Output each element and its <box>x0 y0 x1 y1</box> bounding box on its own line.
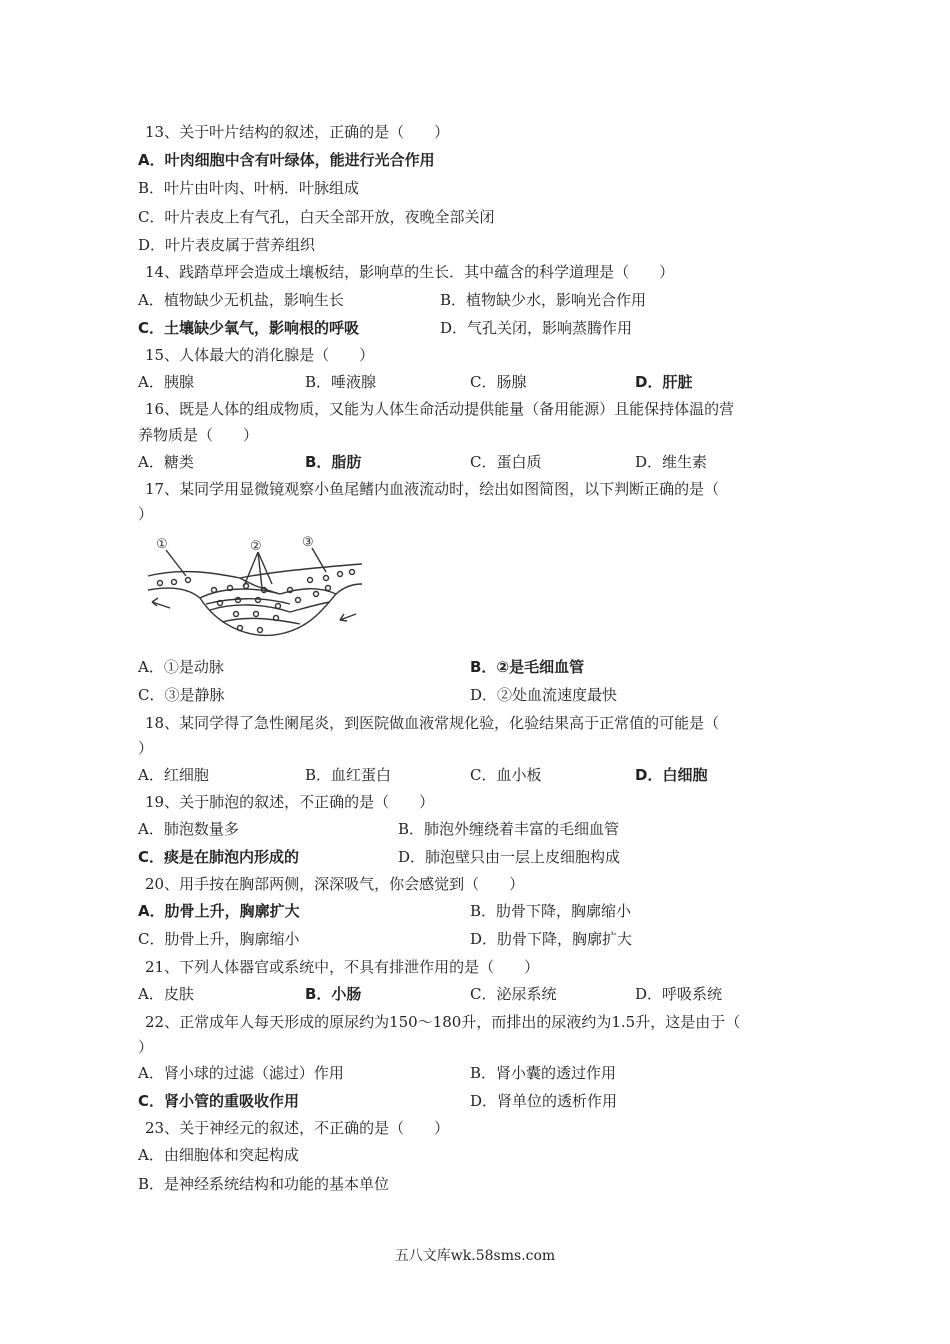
q17-option-c: C．③是静脉 <box>138 686 225 704</box>
q22-option-c: C．肾小管的重吸收作用 <box>138 1092 300 1110</box>
q21-option-a: A．皮肤 <box>138 985 194 1003</box>
page-footer: 五八文库wk.58sms.com <box>394 1248 556 1264</box>
q15-stem: 15、人体最大的消化腺是（ ） <box>145 346 375 364</box>
q13-stem: 13、关于叶片结构的叙述，正确的是（ ） <box>145 123 450 141</box>
q14-option-a: A．植物缺少无机盐，影响生长 <box>138 291 344 309</box>
q20-option-c: C．肋骨上升，胸廓缩小 <box>138 930 300 948</box>
q18-option-a: A．红细胞 <box>138 766 209 784</box>
q16-stem-line1: 16、既是人体的组成物质，又能为人体生命活动提供能量（备用能源）且能保持体温的营 <box>145 400 735 418</box>
q23-option-a: A．由细胞体和突起构成 <box>138 1146 299 1164</box>
q14-option-d: D．气孔关闭，影响蒸腾作用 <box>440 319 633 337</box>
q22-stem-line2: ） <box>138 1038 154 1056</box>
q18-stem-line1: 18、某同学得了急性阑尾炎，到医院做血液常规化验，化验结果高于正常值的可能是（ <box>145 714 720 732</box>
q15-option-d: D．肝脏 <box>635 373 693 391</box>
q21-option-d: D．呼吸系统 <box>635 985 723 1003</box>
q17-option-d: D．②处血流速度最快 <box>470 686 618 704</box>
q22-option-b: B．肾小囊的透过作用 <box>470 1064 617 1082</box>
q16-option-a: A．糖类 <box>138 453 194 471</box>
q23-option-b: B．是神经系统结构和功能的基本单位 <box>138 1175 390 1193</box>
q20-option-a: A．肋骨上升，胸廓扩大 <box>138 902 300 920</box>
q19-option-b: B．肺泡外缠绕着丰富的毛细血管 <box>398 820 620 838</box>
q17-stem-line2: ） <box>138 505 154 523</box>
q13-option-d: D．叶片表皮属于营养组织 <box>138 236 316 254</box>
q16-stem-line2: 养物质是（ ） <box>138 426 259 444</box>
q19-option-c: C．痰是在肺泡内形成的 <box>138 848 300 866</box>
q15-option-c: C．肠腺 <box>470 373 527 391</box>
q22-stem-line1: 22、正常成年人每天形成的原尿约为150～180升，而排出的尿液约为1.5升，这是由于（ <box>145 1013 741 1031</box>
q16-option-b: B．脂肪 <box>305 453 362 471</box>
diagram-label-2: ② <box>250 539 262 554</box>
q21-option-c: C．泌尿系统 <box>470 985 557 1003</box>
q21-stem: 21、下列人体器官或系统中，不具有排泄作用的是（ ） <box>145 958 540 976</box>
q21-option-b: B．小肠 <box>305 985 362 1003</box>
q16-option-d: D．维生素 <box>635 453 708 471</box>
q22-option-a: A．肾小球的过滤（滤过）作用 <box>138 1064 344 1082</box>
q15-option-a: A．胰腺 <box>138 373 194 391</box>
q18-option-d: D．白细胞 <box>635 766 708 784</box>
q20-stem: 20、用手按在胸部两侧，深深吸气，你会感觉到（ ） <box>145 875 525 893</box>
diagram-label-1: ① <box>156 537 168 552</box>
q19-stem: 19、关于肺泡的叙述，不正确的是（ ） <box>145 793 435 811</box>
blood-flow-diagram <box>140 528 370 658</box>
q20-option-d: D．肋骨下降，胸廓扩大 <box>470 930 633 948</box>
q13-option-c: C．叶片表皮上有气孔，白天全部开放，夜晚全部关闭 <box>138 208 495 226</box>
q18-stem-line2: ） <box>138 739 154 757</box>
q20-option-b: B．肋骨下降，胸廓缩小 <box>470 902 632 920</box>
q13-option-a: A．叶肉细胞中含有叶绿体，能进行光合作用 <box>138 151 435 169</box>
q17-option-b: B．②是毛细血管 <box>470 658 585 676</box>
q14-stem: 14、践踏草坪会造成土壤板结，影响草的生长．其中蕴含的科学道理是（ ） <box>145 263 675 281</box>
q17-option-a: A．①是动脉 <box>138 658 224 676</box>
q15-option-b: B．唾液腺 <box>305 373 377 391</box>
q19-option-d: D．肺泡壁只由一层上皮细胞构成 <box>398 848 621 866</box>
diagram-label-3: ③ <box>302 535 314 550</box>
q14-option-c: C．土壤缺少氧气，影响根的呼吸 <box>138 319 360 337</box>
q19-option-a: A．肺泡数量多 <box>138 820 239 838</box>
q13-option-b: B．叶片由叶肉、叶柄．叶脉组成 <box>138 179 360 197</box>
q17-stem-line1: 17、某同学用显微镜观察小鱼尾鳍内血液流动时，绘出如图简图，以下判断正确的是（ <box>145 480 720 498</box>
q18-option-b: B．血红蛋白 <box>305 766 392 784</box>
q18-option-c: C．血小板 <box>470 766 542 784</box>
q23-stem: 23、关于神经元的叙述，不正确的是（ ） <box>145 1119 450 1137</box>
q16-option-c: C．蛋白质 <box>470 453 542 471</box>
q22-option-d: D．肾单位的透析作用 <box>470 1092 618 1110</box>
q14-option-b: B．植物缺少水，影响光合作用 <box>440 291 647 309</box>
